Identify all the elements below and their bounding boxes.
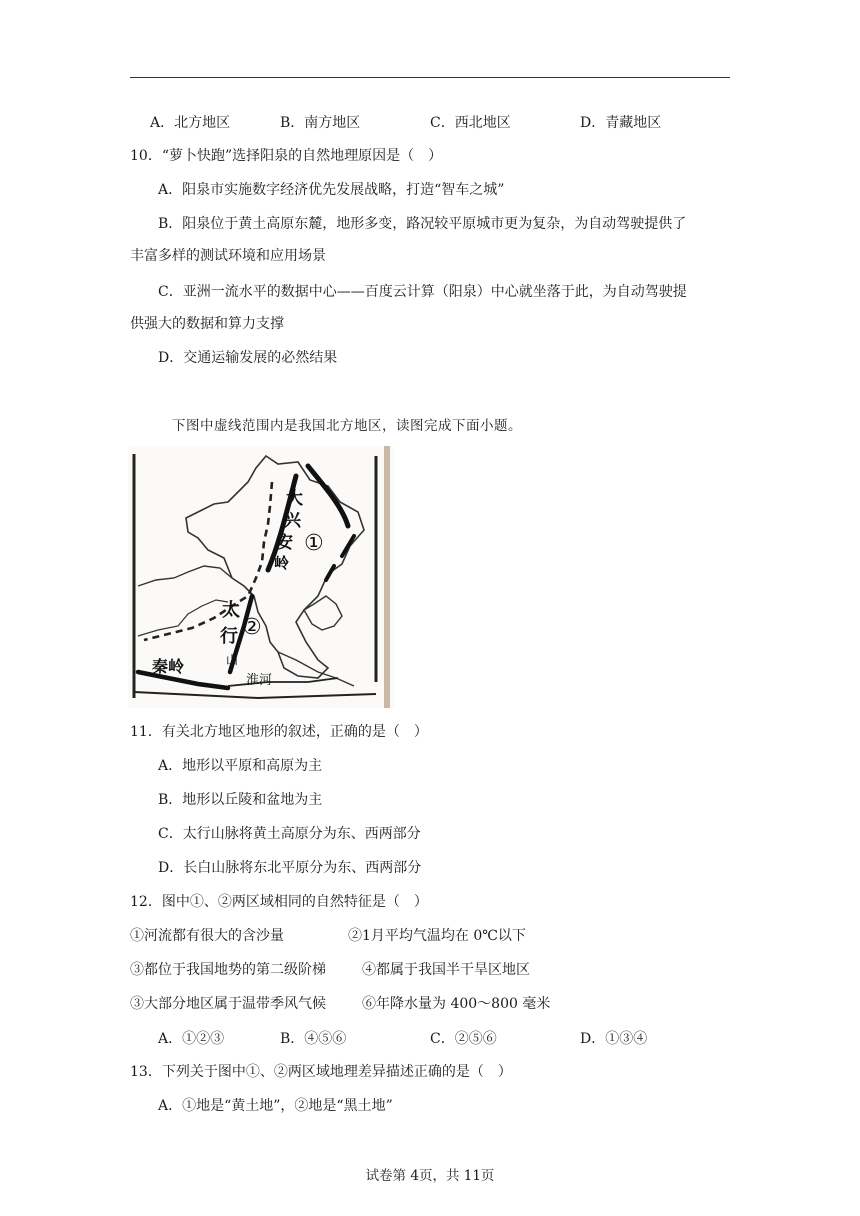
q10-option-c-line1: C．亚洲一流水平的数据中心——百度云计算（阳泉）中心就坐落于此，为自动驾驶提 <box>158 284 687 300</box>
q12-item-5: ③大部分地区属于温带季风气候 <box>130 996 326 1012</box>
label-xing: 兴 <box>284 511 301 531</box>
q12-item-4: ④都属于我国半干旱区地区 <box>362 962 530 978</box>
header-rule <box>130 77 730 78</box>
region-1-marker: ① <box>304 531 324 556</box>
q13-stem: 13．下列关于图中①、②两区域地理差异描述正确的是（ ） <box>130 1064 512 1080</box>
q11-option-d: D．长白山脉将东北平原分为东、西两部分 <box>158 860 422 876</box>
prev-option-b: B．南方地区 <box>280 115 361 131</box>
label-tai: 太 <box>222 600 240 621</box>
prev-option-d: D．青藏地区 <box>580 115 662 131</box>
label-shan: 山 <box>226 653 239 667</box>
label-huaihe: 淮河 <box>246 673 273 688</box>
prev-option-c: C．西北地区 <box>430 115 511 131</box>
q12-item-6: ⑥年降水量为 400～800 毫米 <box>362 996 551 1012</box>
region-2-marker: ② <box>242 615 262 640</box>
q12-option-c: C．②⑤⑥ <box>430 1031 497 1047</box>
q10-option-d: D．交通运输发展的必然结果 <box>158 350 338 366</box>
q12-options-row <box>158 1028 758 1048</box>
label-qinling: 秦岭 <box>152 657 185 676</box>
q11-option-a: A．地形以平原和高原为主 <box>158 758 323 774</box>
q10-option-b-line1: B．阳泉位于黄土高原东麓，地形多变，路况较平原城市更为复杂，为自动驾驶提供了 <box>158 216 687 232</box>
north-china-map <box>128 446 394 708</box>
q10-option-b-line2: 丰富多样的测试环境和应用场景 <box>130 248 326 264</box>
prev-options-row <box>150 112 750 132</box>
label-an: 安 <box>276 533 293 553</box>
q11-option-c: C．太行山脉将黄土高原分为东、西两部分 <box>158 826 421 842</box>
q12-item-3: ③都位于我国地势的第二级阶梯 <box>130 962 326 978</box>
q10-option-a: A．阳泉市实施数字经济优先发展战略，打造“智车之城” <box>158 182 505 198</box>
q11-option-b: B．地形以丘陵和盆地为主 <box>158 792 323 808</box>
map-scan-edge <box>384 446 390 708</box>
prev-option-a: A．北方地区 <box>150 115 231 131</box>
q13-option-a: A．①地是“黄土地”，②地是“黑土地” <box>158 1098 393 1114</box>
map-caption: 下图中虚线范围内是我国北方地区，读图完成下面小题。 <box>172 418 522 434</box>
q12-option-a: A．①②③ <box>158 1031 225 1047</box>
q12-option-d: D．①③④ <box>580 1031 648 1047</box>
q10-stem: 10．“萝卜快跑”选择阳泉的自然地理原因是（ ） <box>130 148 443 164</box>
page-footer: 试卷第 4页，共 11页 <box>365 1168 495 1184</box>
label-hang: 行 <box>220 626 238 647</box>
label-ling: 岭 <box>274 554 290 572</box>
q12-stem: 12．图中①、②两区域相同的自然特征是（ ） <box>130 894 428 910</box>
q11-stem: 11．有关北方地区地形的叙述，正确的是（ ） <box>130 724 428 740</box>
q10-option-c-line2: 供强大的数据和算力支撑 <box>130 316 284 332</box>
q12-item-2: ②1月平均气温均在 0℃以下 <box>348 928 526 944</box>
q12-item-1: ①河流都有很大的含沙量 <box>130 928 284 944</box>
q12-option-b: B．④⑤⑥ <box>280 1031 347 1047</box>
label-da: 大 <box>286 489 303 509</box>
